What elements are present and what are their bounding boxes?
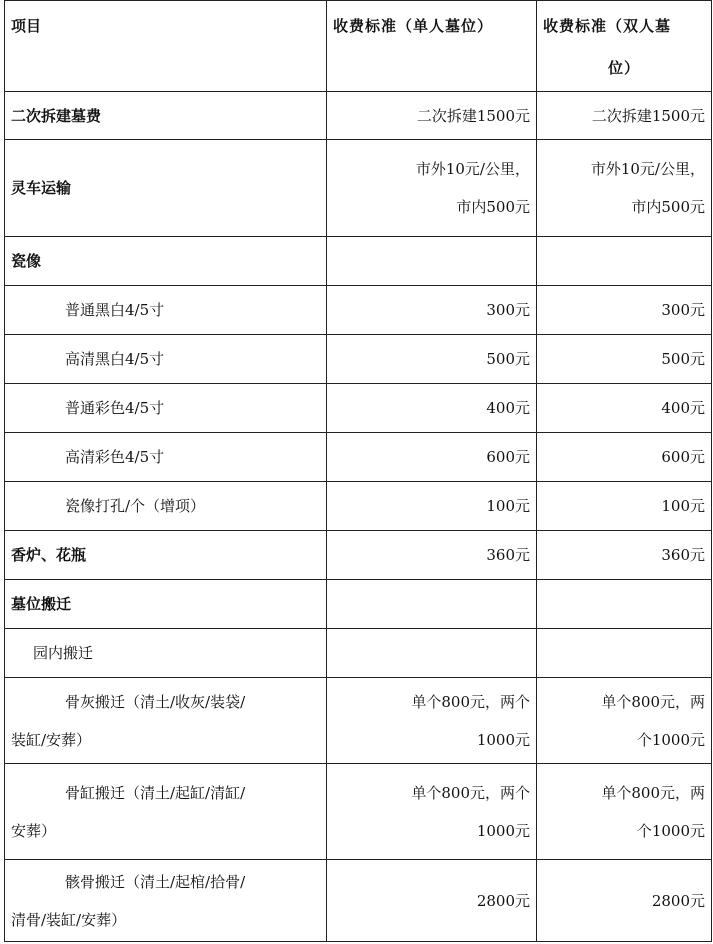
row-double-line1: 单个800元，两 <box>601 692 705 711</box>
table-row <box>5 335 712 384</box>
row-single-line2: 1000元 <box>476 730 530 749</box>
row-double-line1: 市外10元/公里， <box>590 160 705 178</box>
row-item: 普通黑白4/5寸 <box>5 286 327 335</box>
row-single-line1: 单个800元，两个 <box>411 692 530 711</box>
table-row <box>5 580 712 629</box>
row-item-line1: 骸骨搬迁（清土/起棺/拾骨/ <box>65 872 246 891</box>
row-single <box>327 678 537 764</box>
table-row <box>5 764 712 860</box>
row-single: 360元 <box>327 531 537 580</box>
table-row <box>5 384 712 433</box>
row-item: 香炉、花瓶 <box>5 531 327 580</box>
row-item-line1: 骨灰搬迁（清土/收灰/装袋/ <box>65 692 246 711</box>
row-double <box>537 237 712 286</box>
row-item <box>5 764 327 860</box>
row-single <box>327 580 537 629</box>
row-item <box>5 678 327 764</box>
header-item: 项目 <box>5 1 327 92</box>
table-row <box>5 140 712 237</box>
row-double: 二次拆建1500元 <box>537 92 712 140</box>
row-double-line1: 单个800元，两 <box>601 783 705 802</box>
row-item <box>5 860 327 942</box>
row-single: 100元 <box>327 482 537 531</box>
row-double <box>537 764 712 860</box>
row-single-line2: 市内500元 <box>456 198 530 216</box>
row-item: 高清黑白4/5寸 <box>5 335 327 384</box>
row-double: 100元 <box>537 482 712 531</box>
row-double: 500元 <box>537 335 712 384</box>
row-single-line2: 1000元 <box>476 821 530 840</box>
header-double-line1: 收费标准（双人墓 <box>543 17 672 35</box>
row-single-line1: 市外10元/公里， <box>415 160 530 178</box>
row-single: 500元 <box>327 335 537 384</box>
row-item: 瓷像 <box>5 237 327 286</box>
row-item: 园内搬迁 <box>5 629 327 678</box>
header-double-line2: 位） <box>607 59 640 77</box>
header-single: 收费标准（单人墓位） <box>327 1 537 92</box>
row-item: 高清彩色4/5寸 <box>5 433 327 482</box>
row-single: 二次拆建1500元 <box>327 92 537 140</box>
table-row <box>5 860 712 942</box>
row-item: 普通彩色4/5寸 <box>5 384 327 433</box>
row-double-line2: 市内500元 <box>631 198 705 216</box>
row-double: 400元 <box>537 384 712 433</box>
table-row <box>5 286 712 335</box>
row-item: 二次拆建墓费 <box>5 92 327 140</box>
row-double <box>537 629 712 678</box>
table-row <box>5 482 712 531</box>
row-item-line1: 骨缸搬迁（清土/起缸/清缸/ <box>65 783 246 802</box>
row-double-line2: 个1000元 <box>636 821 705 840</box>
row-item-line2: 清骨/装缸/安葬） <box>11 910 127 929</box>
row-single: 2800元 <box>327 860 537 942</box>
row-single: 400元 <box>327 384 537 433</box>
row-single <box>327 764 537 860</box>
row-double: 2800元 <box>537 860 712 942</box>
table-header-row <box>5 1 712 92</box>
row-single: 600元 <box>327 433 537 482</box>
fee-table <box>4 0 712 942</box>
row-single <box>327 237 537 286</box>
table-row <box>5 237 712 286</box>
row-double <box>537 678 712 764</box>
row-single <box>327 629 537 678</box>
row-item: 墓位搬迁 <box>5 580 327 629</box>
row-single <box>327 140 537 237</box>
row-single-line1: 单个800元，两个 <box>411 783 530 802</box>
header-double <box>537 1 712 92</box>
row-double <box>537 140 712 237</box>
table-row <box>5 531 712 580</box>
table-row <box>5 433 712 482</box>
row-item-line2: 装缸/安葬） <box>11 730 92 749</box>
row-double: 360元 <box>537 531 712 580</box>
row-item-line2: 安葬） <box>11 821 57 840</box>
row-double-line2: 个1000元 <box>636 730 705 749</box>
table-row <box>5 92 712 140</box>
row-double <box>537 580 712 629</box>
row-item: 灵车运输 <box>5 140 327 237</box>
row-double: 600元 <box>537 433 712 482</box>
row-item: 瓷像打孔/个（增项） <box>5 482 327 531</box>
table-row <box>5 678 712 764</box>
row-single: 300元 <box>327 286 537 335</box>
row-double: 300元 <box>537 286 712 335</box>
table-row <box>5 629 712 678</box>
